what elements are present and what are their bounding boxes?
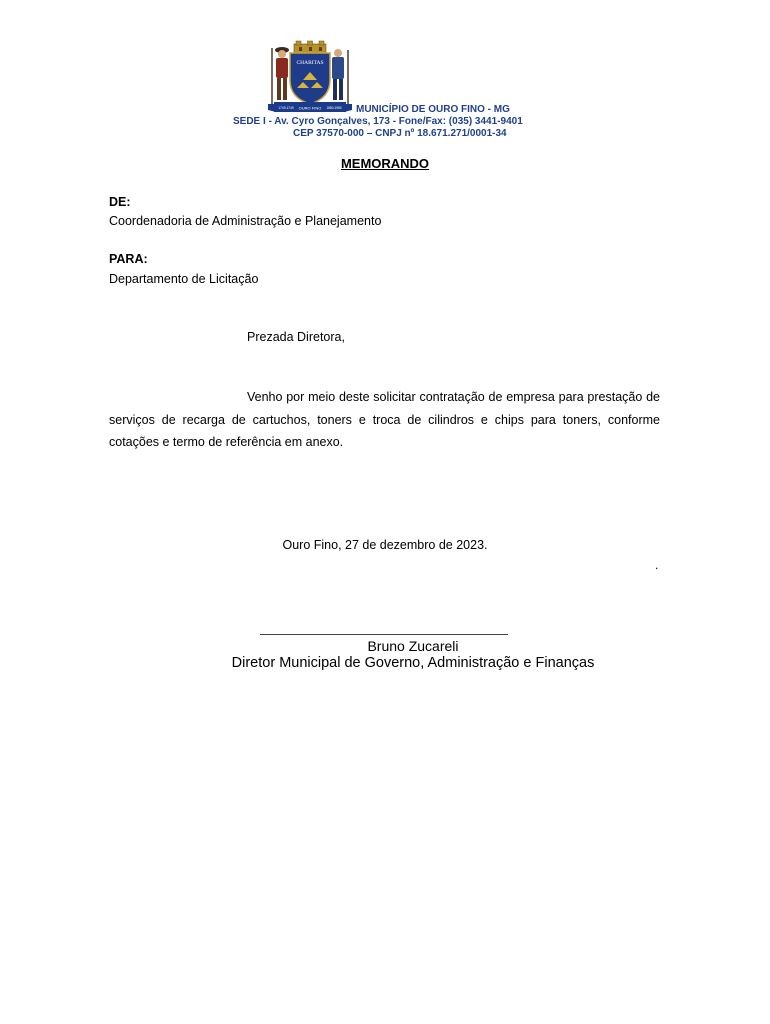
header-address: SEDE I - Av. Cyro Gonçalves, 173 - Fone/Fax: (035) 3441-9401	[233, 116, 523, 127]
to-value: Departamento de Licitação	[109, 272, 259, 286]
memo-body: Venho por meio deste solicitar contratação de empresa para prestação de serviços de recarga de cartuchos, toners e troca de cilindros e chips para toners, conforme cotações e termo de referência em anexo.	[109, 390, 660, 449]
crest-right-year: 1880-1980	[326, 106, 342, 110]
to-label: PARA:	[109, 252, 148, 266]
crest-motto: CHARITAS	[296, 60, 324, 66]
stray-dot: .	[655, 558, 659, 572]
right-supporter-figure-icon	[332, 49, 348, 104]
signature-line	[260, 634, 508, 635]
header-registry: CEP 37570-000 – CNPJ nº 18.671.271/0001-34	[293, 128, 507, 139]
municipal-coat-of-arms	[266, 40, 354, 114]
signature-role: Diretor Municipal de Governo, Administração e Finanças	[231, 655, 595, 671]
from-value: Coordenadoria de Administração e Planejamento	[109, 214, 382, 228]
memo-title: MEMORANDO	[340, 156, 430, 171]
greeting: Prezada Diretora,	[247, 330, 345, 344]
crest-ribbon-text: OURO FINO	[298, 105, 322, 111]
crest-left-year: 1749-1749	[278, 106, 294, 110]
header-municipality: MUNICÍPIO DE OURO FINO - MG	[356, 104, 510, 115]
mural-crown-icon	[294, 41, 326, 53]
ribbon-banner-icon	[268, 102, 352, 112]
memo-date: Ouro Fino, 27 de dezembro de 2023.	[282, 538, 488, 552]
signature-name: Bruno Zucareli	[367, 638, 459, 654]
left-supporter-figure-icon	[272, 47, 289, 104]
shield-icon	[290, 53, 330, 104]
from-label: DE:	[109, 195, 131, 209]
